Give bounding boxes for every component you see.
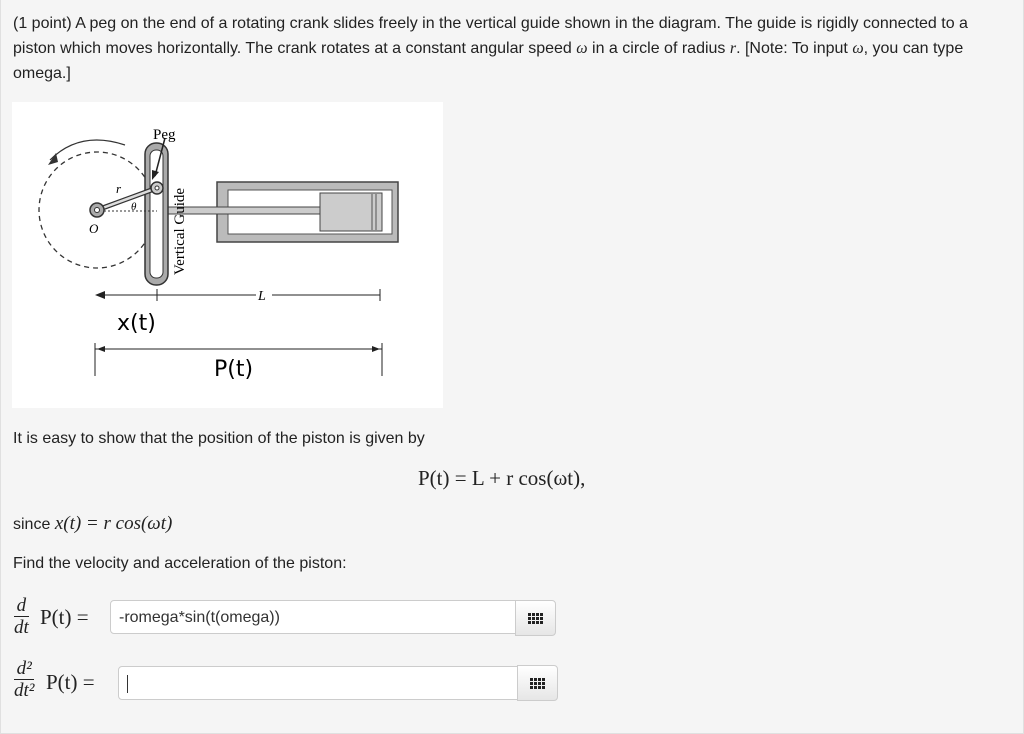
- acceleration-answer-input[interactable]: [118, 666, 518, 700]
- crank-diagram: [12, 102, 443, 408]
- r-symbol: r: [729, 40, 737, 57]
- p-label: P(t): [214, 357, 254, 382]
- intro-text: in a circle of radius: [587, 40, 730, 57]
- intro-text: , you can type omega.]: [13, 40, 964, 82]
- velocity-answer-input[interactable]: -romega*sin(t(omega)): [110, 600, 516, 634]
- o-label: O: [89, 221, 99, 236]
- r-label: r: [116, 181, 122, 196]
- piston-head: [320, 193, 382, 231]
- acceleration-lhs: P(t) =: [46, 670, 95, 694]
- x-label: x(t): [117, 311, 156, 336]
- velocity-lhs: P(t) =: [40, 605, 89, 629]
- acceleration-keypad-button[interactable]: [517, 665, 558, 701]
- intro-text: (1 point) A peg on the end of a rotating crank slides freely in the vertical guide shown in the diagram. The guide is rigidly connected to a piston which moves horizontally. The crank rotates at a constant angular speed: [13, 15, 968, 57]
- guide-label: Vertical Guide: [172, 187, 188, 275]
- rotation-arrow: [50, 140, 125, 160]
- since-text: since: [13, 516, 51, 533]
- velocity-keypad-button[interactable]: [515, 600, 556, 636]
- since-equation: x(t) = r cos(ωt): [54, 513, 173, 534]
- problem-statement: [13, 11, 1013, 86]
- keypad-icon: [528, 613, 543, 624]
- intro-text: . [Note: To input: [736, 40, 853, 57]
- position-equation: P(t) = L + r cos(ωt),: [418, 466, 586, 490]
- find-text: Find the velocity and acceleration of the piston:: [13, 555, 347, 572]
- omega-symbol: ω: [852, 40, 864, 57]
- l-label: L: [258, 289, 266, 304]
- keypad-icon: [530, 678, 545, 689]
- theta-label: θ: [131, 201, 137, 213]
- first-derivative-operator: $\frac{d}{dt}$: [14, 595, 29, 638]
- text-cursor: [127, 675, 128, 693]
- peg-label: Peg: [153, 127, 176, 143]
- omega-symbol: ω: [576, 40, 588, 57]
- since-line: [13, 513, 172, 535]
- second-derivative-operator: $\frac{\text{d²}}{\text{dt²}}$: [14, 658, 35, 701]
- piston-rod: [168, 207, 320, 214]
- explanation-text: It is easy to show that the position of the piston is given by: [13, 430, 425, 447]
